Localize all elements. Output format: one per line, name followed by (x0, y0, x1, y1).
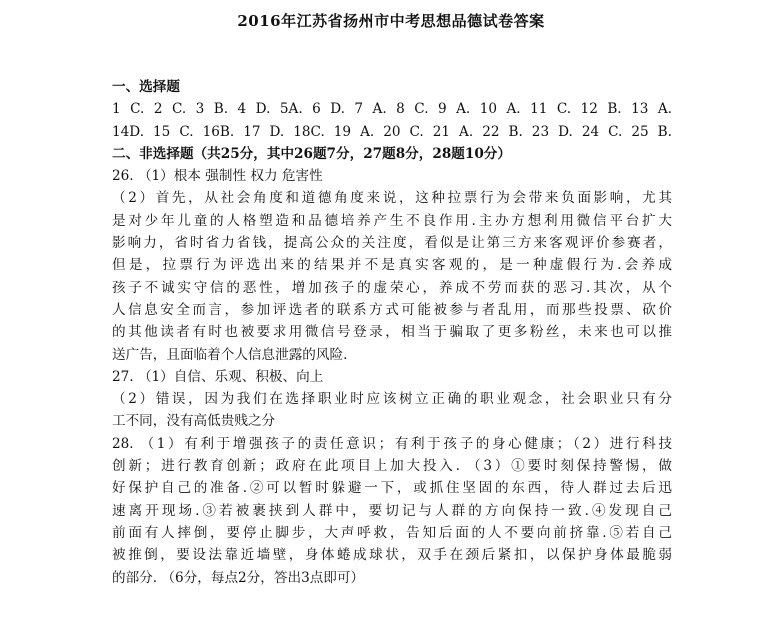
answer-line: 速离开现场.③若被裹挟到人群中，要切记与人群的方向保持一致.④发现自己 (112, 502, 672, 519)
answer-line: 27. （1）自信、乐观、积极、向上 (112, 368, 324, 385)
answer-line: （2）首先，从社会角度和道德角度来说，这种拉票行为会带来负面影响，尤其 (112, 190, 672, 207)
section-heading: 二、非选择题（共25分，其中26题7分，27题8分，28题10分） (112, 145, 511, 162)
answer-line: （2）错误，因为我们在选择职业时应该树立正确的职业观念，社会职业只有分 (112, 391, 672, 408)
answer-line: 是对少年儿童的人格塑造和品德培养产生不良作用.主办方想利用微信平台扩大 (112, 212, 672, 229)
answer-line: 工不同，没有高低贵贱之分 (112, 413, 276, 430)
answer-line: 26. （1）根本 强制性 权力 危害性 (112, 168, 323, 185)
answer-line: 人信息安全而言，参加评选者的联系方式可能被参与者乱用，而那些投票、砍价 (112, 301, 672, 318)
document-title: 2016年江苏省扬州市中考思想品德试卷答案 (237, 12, 545, 30)
answer-line: 孩子不诚实守信的恶性，增加孩子的虚荣心，养成不劳而获的恶习.其次，从个 (112, 279, 672, 296)
answer-line: 创新；进行教育创新；政府在此项目上加大投入. （3）①要时刻保持警惕，做 (112, 458, 672, 475)
answer-line: 28. （1）有利于增强孩子的责任意识；有利于孩子的身心健康；（2）进行科技 (112, 435, 672, 452)
answer-line: 但是，拉票行为评选出来的结果并不是真实客观的，是一种虚假行为.会养成 (112, 257, 672, 274)
answer-line: 被推倒，要设法靠近墙壁，身体蜷成球状，双手在颈后紧扣，以保护身体最脆弱 (112, 547, 672, 564)
answer-line: 好保护自己的准备.②可以暂时躲避一下，或抓住坚固的东西，待人群过去后迅 (112, 480, 672, 497)
answer-line: 的部分. （6分，每点2分，答出3点即可） (112, 569, 365, 586)
answer-line: 1 C. 2 C. 3 B. 4 D. 5A. 6 D. 7 A. 8 C. 9 A. 10 A. 11 C. 12 B. 13 A. (112, 101, 672, 118)
answer-line: 送广告，且面临着个人信息泄露的风险. (112, 346, 348, 363)
answer-body (112, 76, 672, 589)
section-heading: 一、选择题 (112, 79, 180, 95)
answer-line: 14D. 15 C. 16B. 17 D. 18C. 19 A. 20 C. 21 A. 22 B. 23 D. 24 C. 25 B. (112, 123, 672, 140)
answer-line: 影响力，省时省力省钱，提高公众的关注度，看似是让第三方来客观评价参赛者， (112, 235, 672, 252)
answer-line: 前面有人摔倒，要停止脚步，大声呼救，告知后面的人不要向前挤靠.⑤若自己 (112, 524, 672, 541)
answer-line: 的其他读者有时也被要求用微信号登录，相当于骗取了更多粉丝，未来也可以推 (112, 324, 672, 341)
